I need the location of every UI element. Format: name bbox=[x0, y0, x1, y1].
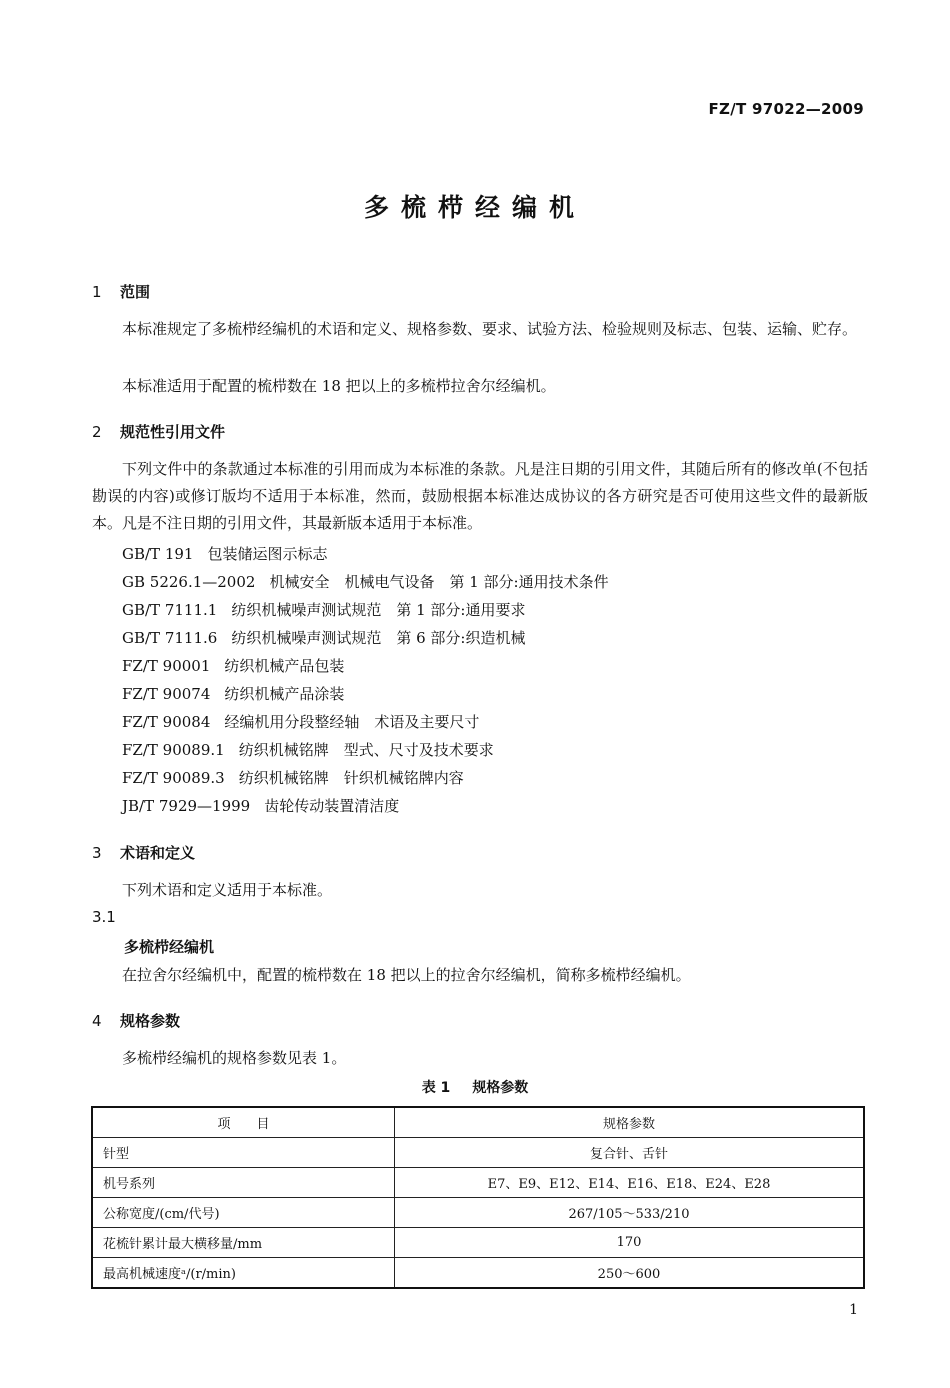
spec-table bbox=[91, 1106, 865, 1289]
row-item: 公称宽度/(cm/代号) bbox=[92, 1198, 395, 1228]
terms-intro: 下列术语和定义适用于本标准。 bbox=[122, 881, 333, 899]
row-item: 花梳针累计最大横移量/mm bbox=[92, 1228, 395, 1258]
row-value: 170 bbox=[395, 1228, 865, 1258]
reference-code: GB/T 191 bbox=[122, 545, 194, 563]
reference-item bbox=[122, 708, 609, 736]
term-number: 3.1 bbox=[92, 908, 116, 926]
scope-paragraph-2: 本标准适用于配置的梳栉数在 18 把以上的多梳栉拉舍尔经编机。 bbox=[122, 377, 556, 395]
row-value: E7、E9、E12、E14、E16、E18、E24、E28 bbox=[395, 1168, 865, 1198]
row-value: 267/105～533/210 bbox=[395, 1198, 865, 1228]
table-row bbox=[92, 1228, 864, 1258]
section-number: 1 bbox=[92, 283, 102, 301]
header-value: 规格参数 bbox=[395, 1107, 865, 1138]
table-header-row bbox=[92, 1107, 864, 1138]
reference-item bbox=[122, 764, 609, 792]
section-3-heading bbox=[92, 842, 195, 863]
reference-item bbox=[122, 792, 609, 820]
reference-title: 齿轮传动装置清洁度 bbox=[264, 797, 400, 815]
reference-title: 纺织机械噪声测试规范 第 1 部分:通用要求 bbox=[231, 601, 526, 619]
reference-item bbox=[122, 568, 609, 596]
reference-title: 包装储运图示标志 bbox=[207, 545, 328, 563]
row-value: 复合针、舌针 bbox=[395, 1138, 865, 1168]
table-row bbox=[92, 1168, 864, 1198]
section-4-heading bbox=[92, 1010, 180, 1031]
section-title: 规格参数 bbox=[120, 1012, 181, 1030]
reference-item bbox=[122, 540, 609, 568]
reference-list bbox=[122, 540, 609, 820]
document-title: 多梳栉经编机 bbox=[363, 193, 586, 222]
scope-paragraph-1: 本标准规定了多梳栉经编机的术语和定义、规格参数、要求、试验方法、检验规则及标志、包装、运输、贮存。 bbox=[122, 320, 858, 338]
reference-code: GB/T 7111.1 bbox=[122, 601, 218, 619]
reference-title: 纺织机械铭牌 型式、尺寸及技术要求 bbox=[238, 741, 494, 759]
reference-item bbox=[122, 624, 609, 652]
reference-code: FZ/T 90001 bbox=[122, 657, 211, 675]
section-number: 2 bbox=[92, 423, 102, 441]
table-caption-title: 规格参数 bbox=[472, 1080, 529, 1096]
table-row bbox=[92, 1198, 864, 1228]
row-item: 针型 bbox=[92, 1138, 395, 1168]
reference-item bbox=[122, 596, 609, 624]
section-title: 规范性引用文件 bbox=[120, 423, 226, 441]
reference-code: FZ/T 90074 bbox=[122, 685, 211, 703]
table-caption bbox=[0, 1077, 950, 1097]
term-definition: 在拉舍尔经编机中，配置的梳栉数在 18 把以上的拉舍尔经编机，简称多梳栉经编机。 bbox=[122, 966, 691, 984]
section-title: 范围 bbox=[120, 283, 151, 301]
term-name: 多梳栉经编机 bbox=[124, 938, 215, 956]
section-title: 术语和定义 bbox=[120, 844, 196, 862]
reference-title: 机械安全 机械电气设备 第 1 部分:通用技术条件 bbox=[269, 573, 609, 591]
reference-code: FZ/T 90089.3 bbox=[122, 769, 225, 787]
page-number: 1 bbox=[849, 1302, 858, 1318]
section-number: 4 bbox=[92, 1012, 102, 1030]
reference-code: GB/T 7111.6 bbox=[122, 629, 218, 647]
references-intro: 下列文件中的条款通过本标准的引用而成为本标准的条款。凡是注日期的引用文件，其随后所有的修改单(不包括勘误的内容)或修订版均不适用于本标准，然而，鼓励根据本标准达成协议的各方研究是否可使用这些文件的最新版本。凡是不注日期的引用文件，其最新版本适用于本标准。 bbox=[92, 460, 868, 532]
header-item: 项 目 bbox=[92, 1107, 395, 1138]
reference-code: GB 5226.1—2002 bbox=[122, 573, 256, 591]
section-2-heading bbox=[92, 421, 225, 442]
reference-title: 经编机用分段整经轴 术语及主要尺寸 bbox=[224, 713, 480, 731]
reference-item bbox=[122, 736, 609, 764]
specs-intro: 多梳栉经编机的规格参数见表 1。 bbox=[122, 1049, 347, 1067]
reference-title: 纺织机械铭牌 针织机械铭牌内容 bbox=[238, 769, 464, 787]
reference-title: 纺织机械产品涂装 bbox=[224, 685, 345, 703]
standard-code: FZ/T 97022—2009 bbox=[708, 100, 864, 118]
table-row bbox=[92, 1138, 864, 1168]
reference-item bbox=[122, 652, 609, 680]
reference-item bbox=[122, 680, 609, 708]
section-1-heading bbox=[92, 281, 150, 302]
reference-code: FZ/T 90084 bbox=[122, 713, 211, 731]
reference-code: JB/T 7929—1999 bbox=[122, 797, 251, 815]
reference-code: FZ/T 90089.1 bbox=[122, 741, 225, 759]
reference-title: 纺织机械噪声测试规范 第 6 部分:织造机械 bbox=[231, 629, 526, 647]
table-caption-label: 表 1 bbox=[421, 1080, 451, 1096]
row-item: 最高机械速度ᵃ/(r/min) bbox=[92, 1258, 395, 1289]
section-number: 3 bbox=[92, 844, 102, 862]
row-value: 250～600 bbox=[395, 1258, 865, 1289]
reference-title: 纺织机械产品包装 bbox=[224, 657, 345, 675]
table-row bbox=[92, 1258, 864, 1289]
row-item: 机号系列 bbox=[92, 1168, 395, 1198]
